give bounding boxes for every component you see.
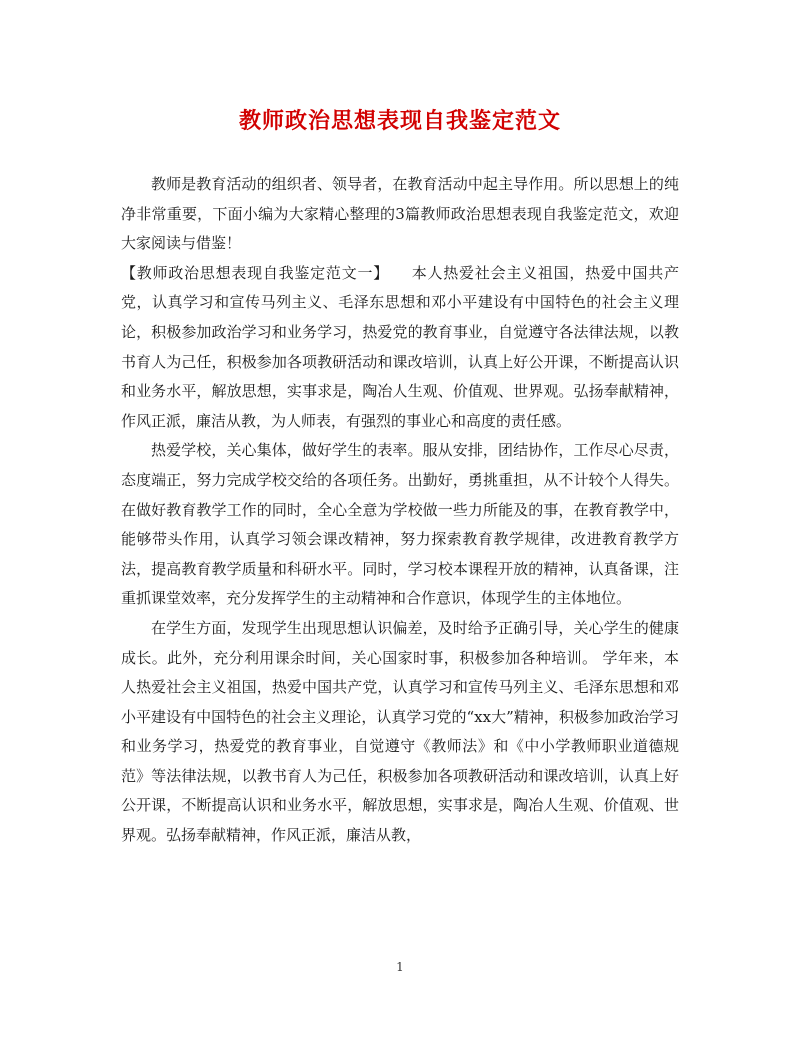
paragraph-3: 在学生方面，发现学生出现思想认识偏差，及时给予正确引导，关心学生的健康成长。此外，充分利用课余时间，关心国家时事，积极参加各种培训。 学年来，本人热爱社会主义祖国，热爱中国共产党，认真学习和宣传马列主义、毛泽东思想和邓小平建设有中国特色的社会主义理论，认真学习党的“xx大”精神，积极参加政治学习和业务学习，热爱党的教育事业，自觉遵守《教师法》和《中小学教师职业道德规范》等法律法规，以教书育人为己任，积极参加各项教研活动和课改培训，认真上好公开课，不断提高认识和业务水平，解放思想，实事求是，陶冶人生观、价值观、世界观。弘扬奉献精神，作风正派，廉洁从教， <box>121 618 679 845</box>
page-number: 1 <box>396 960 404 974</box>
section-one-text: 本人热爱社会主义祖国，热爱中国共产党，认真学习和宣传马列主义、毛泽东思想和邓小平建设有中国特色的社会主义理论，积极参加政治学习和业务学习，热爱党的教育事业，自觉遵守各法律法规，以教书育人为己任，积极参加各项教研活动和课改培训，认真上好公开课，不断提高认识和业务水平，解放思想，实事求是，陶冶人生观、价值观、世界观。弘扬奉献精神，作风正派，廉洁从教，为人师表，有强烈的事业心和高度的责任感。 <box>121 263 679 430</box>
section-one-paragraph <box>121 259 679 437</box>
document-body <box>121 170 679 851</box>
intro-paragraph: 教师是教育活动的组织者、领导者，在教育活动中起主导作用。所以思想上的纯净非常重要，下面小编为大家精心整理的3篇教师政治思想表现自我鉴定范文，欢迎大家阅读与借鉴！ <box>121 175 679 253</box>
paragraph-2: 热爱学校，关心集体，做好学生的表率。服从安排，团结协作，工作尽心尽责，态度端正，努力完成学校交给的各项任务。出勤好，勇挑重担，从不计较个人得失。在做好教育教学工作的同时，全心全意为学校做一些力所能及的事，在教育教学中，能够带头作用，认真学习领会课改精神，努力探索教育教学规律，改进教育教学方法，提高教育教学质量和科研水平。同时，学习校本课程开放的精神，认真备课，注重抓课堂效率，充分发挥学生的主动精神和合作意识，体现学生的主体地位。 <box>121 441 679 608</box>
section-heading: 【教师政治思想表现自我鉴定范文一】 <box>121 263 389 282</box>
document-title: 教师政治思想表现自我鉴定范文 <box>238 108 561 134</box>
